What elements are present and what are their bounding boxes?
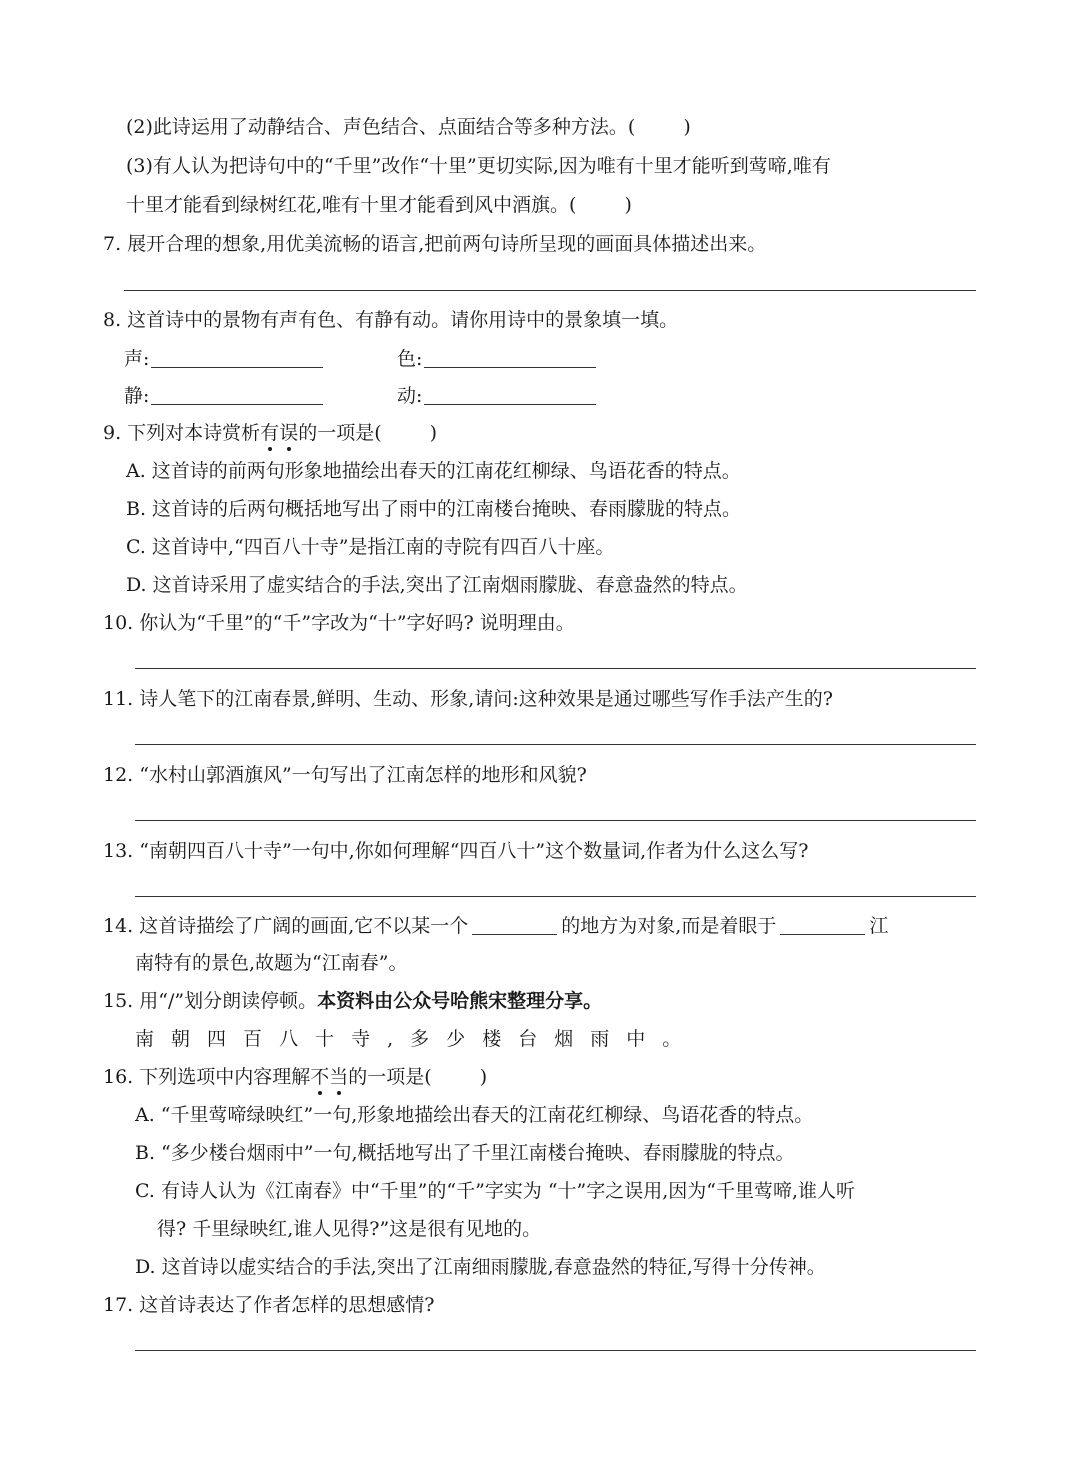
q8-move-blank[interactable] — [424, 386, 596, 405]
poem-char: 。 — [662, 1028, 682, 1050]
q17-answer-line[interactable] — [135, 1350, 976, 1351]
q8-move-field — [397, 386, 596, 406]
q12-prompt: 12. “水村山郭酒旗风”一句写出了江南怎样的地形和风貌? — [103, 764, 587, 786]
poem-char: 烟 — [554, 1028, 574, 1050]
q16-stem-pre: 16. 下列选项中内容理解 — [103, 1066, 311, 1088]
q8-still-field — [124, 386, 323, 406]
q16-option-d[interactable]: D. 这首诗以虚实结合的手法,突出了江南细雨朦胧,春意盎然的特征,写得十分传神。 — [135, 1256, 826, 1278]
q14-part3: 江 — [869, 915, 889, 937]
poem-char: 楼 — [482, 1028, 502, 1050]
poem-char: 八 — [279, 1028, 299, 1050]
q15-prompt-line — [103, 992, 602, 1011]
q16-option-c-line1[interactable]: C. 有诗人认为《江南春》中“千里”的“千”字实为 “十”字之误用,因为“千里莺啼,谁人听 — [135, 1180, 856, 1202]
q6-item-3-line2-text: 十里才能看到绿树红花,唯有十里才能看到风中酒旗。 — [126, 194, 570, 216]
q9-stem-pre: 9. 下列对本诗赏析 — [103, 422, 261, 444]
q14-line2: 南特有的景色,故题为“江南春”。 — [135, 952, 408, 974]
q14-blank-1[interactable] — [472, 916, 557, 935]
q16-emphasis-2: 当 — [329, 1066, 349, 1088]
poem-char: 雨 — [590, 1028, 610, 1050]
poem-char: 南 — [135, 1028, 155, 1050]
q8-still-blank[interactable] — [151, 386, 323, 405]
q9-stem — [103, 424, 437, 443]
poem-char: 百 — [243, 1028, 263, 1050]
q9-option-b[interactable]: B. 这首诗的后两句概括地写出了雨中的江南楼台掩映、春雨朦胧的特点。 — [126, 498, 742, 520]
q8-move-label: 动: — [397, 385, 423, 407]
q6-item-3-line2: 十里才能看到绿树红花,唯有十里才能看到风中酒旗。( ) — [126, 194, 632, 216]
poem-char: 少 — [446, 1028, 466, 1050]
q10-prompt: 10. 你认为“千里”的“千”字改为“十”字好吗? 说明理由。 — [103, 612, 575, 634]
q16-emphasis-1: 不 — [310, 1066, 330, 1088]
q15-poem-line[interactable] — [135, 1030, 698, 1049]
q8-prompt: 8. 这首诗中的景物有声有色、有静有动。请你用诗中的景象填一填。 — [103, 309, 679, 331]
q16-stem — [103, 1068, 487, 1087]
q14-part2: 的地方为对象,而是着眼于 — [561, 915, 777, 937]
poem-char: 四 — [207, 1028, 227, 1050]
q12-answer-line[interactable] — [135, 820, 976, 821]
q11-prompt: 11. 诗人笔下的江南春景,鲜明、生动、形象,请问:这种效果是通过哪些写作手法产生的? — [103, 688, 833, 710]
q6-item-2: (2)此诗运用了动静结合、声色结合、点面结合等多种方法。( ) — [126, 116, 691, 138]
q17-prompt: 17. 这首诗表达了作者怎样的思想感情? — [103, 1294, 435, 1316]
q9-stem-close: ) — [429, 422, 438, 444]
q8-sound-field — [124, 349, 323, 369]
q16-option-b[interactable]: B. “多少楼台烟雨中”一句,概括地写出了千里江南楼台掩映、春雨朦胧的特点。 — [135, 1142, 795, 1164]
q6-item-3-line1: (3)有人认为把诗句中的“千里”改作“十里”更切实际,因为唯有十里才能听到莺啼,唯有 — [126, 155, 831, 177]
q13-prompt: 13. “南朝四百八十寺”一句中,你如何理解“四百八十”这个数量词,作者为什么这么写? — [103, 840, 809, 862]
poem-char: 十 — [315, 1028, 335, 1050]
q13-answer-line[interactable] — [135, 896, 976, 897]
q8-still-label: 静: — [124, 385, 150, 407]
q14-part1: 14. 这首诗描绘了广阔的画面,它不以某一个 — [103, 915, 469, 937]
q9-option-c[interactable]: C. 这首诗中,“四百八十寺”是指江南的寺院有四百八十座。 — [126, 536, 615, 558]
q6-item-2-text: (2)此诗运用了动静结合、声色结合、点面结合等多种方法。 — [126, 116, 628, 138]
q8-color-blank[interactable] — [424, 349, 596, 368]
q9-option-d[interactable]: D. 这首诗采用了虚实结合的手法,突出了江南烟雨朦胧、春意盎然的特点。 — [126, 574, 748, 596]
q9-emphasis-2: 误 — [279, 422, 299, 444]
q8-color-label: 色: — [397, 348, 423, 370]
q16-option-c-line2[interactable]: 得? 千里绿映红,谁人见得?”这是很有见地的。 — [157, 1218, 542, 1240]
q8-sound-label: 声: — [124, 348, 150, 370]
q8-sound-blank[interactable] — [151, 349, 323, 368]
q16-stem-post: 的一项是( — [348, 1066, 432, 1088]
poem-char: 朝 — [171, 1028, 191, 1050]
poem-char: , — [387, 1028, 394, 1050]
q16-stem-close: ) — [479, 1066, 488, 1088]
q15-source-note: 本资料由公众号哈熊宋整理分享。 — [317, 990, 603, 1012]
q8-color-field — [397, 349, 596, 369]
poem-char: 中 — [626, 1028, 646, 1050]
q7-answer-line[interactable] — [124, 290, 976, 291]
poem-char: 寺 — [351, 1028, 371, 1050]
q9-stem-post: 的一项是( — [298, 422, 382, 444]
q9-emphasis-1: 有 — [260, 422, 280, 444]
poem-char: 台 — [518, 1028, 538, 1050]
poem-char: 多 — [410, 1028, 430, 1050]
q16-option-a[interactable]: A. “千里莺啼绿映红”一句,形象地描绘出春天的江南花红柳绿、鸟语花香的特点。 — [135, 1104, 814, 1126]
q7-prompt: 7. 展开合理的想象,用优美流畅的语言,把前两句诗所呈现的画面具体描述出来。 — [103, 233, 767, 255]
q14-blank-2[interactable] — [780, 916, 865, 935]
q15-prompt: 15. 用“/”划分朗读停顿。 — [103, 990, 318, 1012]
q14-line1 — [103, 916, 888, 936]
q10-answer-line[interactable] — [135, 668, 976, 669]
q11-answer-line[interactable] — [135, 744, 976, 745]
q9-option-a[interactable]: A. 这首诗的前两句形象地描绘出春天的江南花红柳绿、鸟语花香的特点。 — [126, 460, 741, 482]
